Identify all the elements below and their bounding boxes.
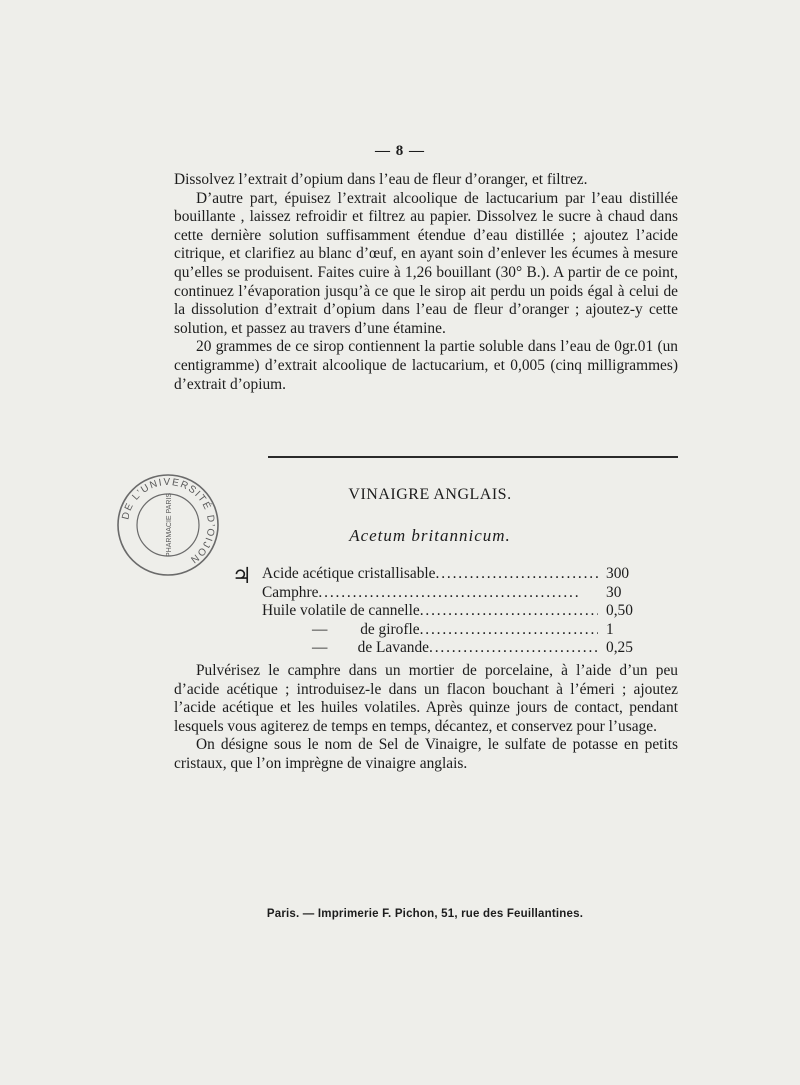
page-number: — 8 — (375, 143, 425, 159)
recipe-symbol: ♃ (232, 563, 252, 588)
ingredient-quantity: 30 (606, 583, 622, 601)
paragraph-dosage: 20 grammes de ce sirop contiennent la partie soluble dans l’eau de 0gr.01 (un centigramme) d’extrait alcoolique de lactucarium, et 0,005 (cinq milligrammes) d’extrait d’opium. (174, 338, 678, 393)
paragraph-preparation: D’autre part, épuisez l’extrait alcoolique de lactucarium par l’eau distillée bouillante , laissez refroidir et filtrez au papier. Dissolvez le sucre à chaud dans cette dernière solution suffisamment étendue d’eau distillée ; ajoutez l’acide citrique, et clarifiez au blanc d’œuf, en ayant soin d’enlever les écumes à mesure qu’elles se produisent. Faites cuire à 1,26 bouillant (30° B.). A partir de ce point, continuez l’évaporation jusqu’à ce que le sirop ait perdu un poids égal à celui de la dissolution d’extrait d’opium dans l’eau de fleur d’oranger ; ajoutez-y cette solution, et passez au travers d’une étamine. (174, 189, 678, 337)
ingredient-list (262, 565, 662, 658)
stamp-center-text: PHARMACIE PARIS (166, 492, 173, 558)
section-subtitle: Acetum britannicum. (349, 526, 511, 545)
ingredient-name: Acide acétique cristallisable (262, 565, 436, 582)
paragraph-filter-instruction: Dissolvez l’extrait d’opium dans l’eau de fleur d’oranger, et filtrez. (174, 171, 588, 188)
ditto-dash: — (312, 639, 328, 656)
leader-dots (420, 621, 598, 640)
leader-dots (436, 565, 599, 584)
paragraph-method: Pulvérisez le camphre dans un mortier de porcelaine, à l’aide d’un peu d’acide acétique ; introduisez-le dans un flacon bouchant à l’émeri ; ajoutez l’acide acétique et les huiles volatiles. Après quinze jours de contact, pendant lesquels vous agiterez de temps en temps, décantez, et conservez pour l’usage. (174, 662, 678, 735)
leader-dots (318, 584, 598, 603)
ingredient-row (262, 584, 662, 603)
ingredient-row (262, 602, 662, 621)
ingredient-name: Camphre (262, 583, 319, 601)
top-text-block (174, 171, 678, 394)
ingredient-name: de Lavande (357, 639, 430, 656)
ingredient-quantity: 1 (606, 620, 614, 638)
section-divider (268, 456, 678, 458)
ingredient-row (262, 565, 662, 584)
ingredient-name: de girofle (360, 620, 420, 638)
ingredient-row (262, 639, 662, 658)
ingredient-row (262, 621, 662, 640)
ingredient-quantity: 0,50 (606, 602, 633, 619)
section-title: VINAIGRE ANGLAIS. (348, 486, 512, 503)
ingredient-quantity: 0,25 (606, 639, 633, 656)
ingredient-quantity: 300 (606, 565, 630, 582)
ditto-dash: — (312, 620, 328, 638)
stamp-ring-text: DE L’UNIVERSITÉ D’OIJON (120, 476, 217, 566)
leader-dots (420, 602, 598, 621)
leader-dots (429, 639, 598, 658)
paragraph-sel-de-vinaigre: On désigne sous le nom de Sel de Vinaigre, le sulfate de potasse en petits cristaux, que l’on imprègne de vinaigre anglais. (174, 736, 678, 772)
printer-imprint: Paris. — Imprimerie F. Pichon, 51, rue des Feuillantines. (266, 908, 584, 920)
bottom-text-block (174, 662, 678, 774)
ingredient-name: Huile volatile de cannelle (262, 602, 420, 619)
